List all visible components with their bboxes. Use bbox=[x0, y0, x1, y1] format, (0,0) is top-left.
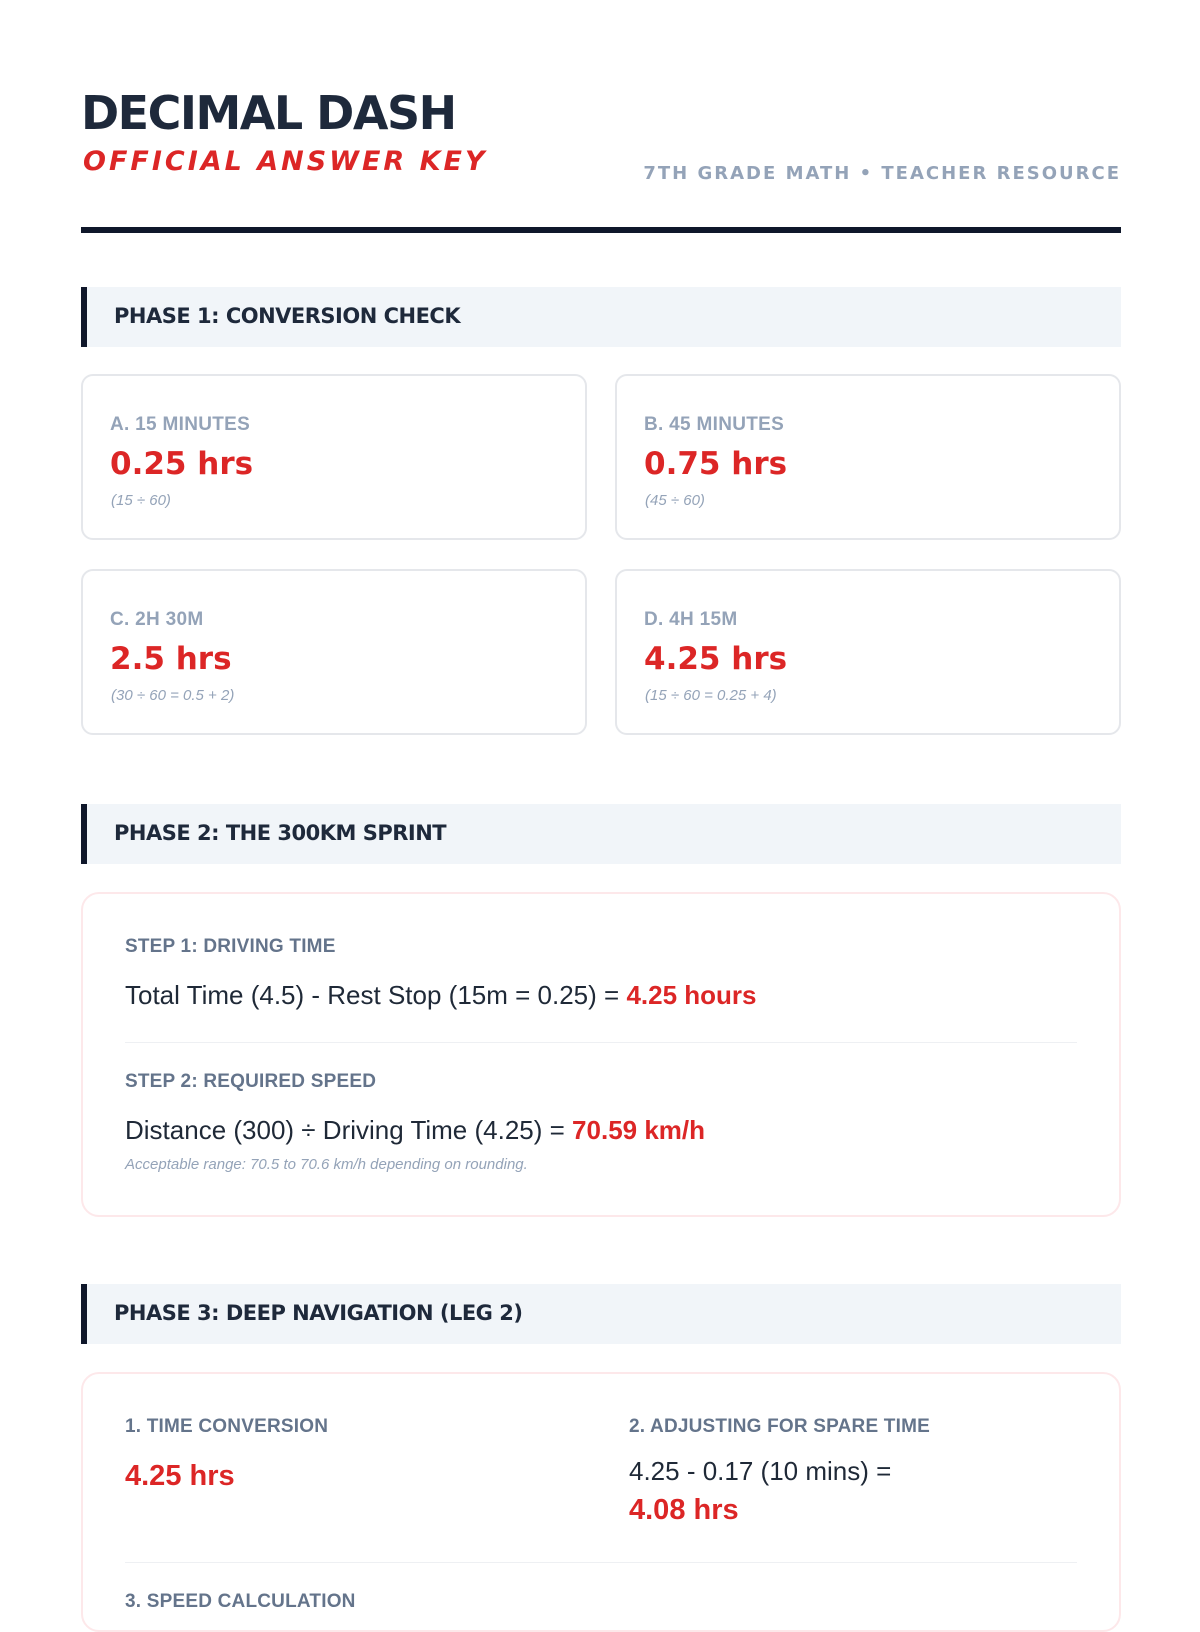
card-label: B. 45 MINUTES bbox=[644, 414, 785, 435]
phase2-solution-box bbox=[81, 892, 1121, 1217]
card-work: (30 ÷ 60 = 0.5 + 2) bbox=[111, 687, 235, 704]
step2-label: STEP 2: REQUIRED SPEED bbox=[125, 1071, 377, 1092]
card-answer: 2.5 hrs bbox=[110, 641, 232, 677]
phase3-heading bbox=[81, 1284, 1121, 1344]
header-divider bbox=[81, 227, 1121, 233]
conversion-card-a bbox=[81, 374, 587, 540]
phase3-solution-box bbox=[81, 1372, 1121, 1632]
conversion-card-c bbox=[81, 569, 587, 735]
spare-time-result: 4.08 hrs bbox=[629, 1494, 739, 1526]
grade-resource-label: 7TH GRADE MATH • TEACHER RESOURCE bbox=[643, 163, 1121, 184]
step1-equation-text: Total Time (4.5) - Rest Stop (15m = 0.25) = bbox=[125, 980, 627, 1010]
card-answer: 0.25 hrs bbox=[110, 446, 254, 482]
step-divider bbox=[125, 1042, 1077, 1043]
header bbox=[81, 0, 1121, 235]
rounding-note: Acceptable range: 70.5 to 70.6 km/h depending on rounding. bbox=[125, 1156, 528, 1173]
speed-calc-label: 3. SPEED CALCULATION bbox=[125, 1591, 356, 1612]
step1-label: STEP 1: DRIVING TIME bbox=[125, 936, 336, 957]
answer-key-page bbox=[81, 0, 1121, 1612]
spare-time-equation: 4.25 - 0.17 (10 mins) = bbox=[629, 1456, 892, 1486]
step2-equation-text: Distance (300) ÷ Driving Time (4.25) = bbox=[125, 1115, 573, 1145]
card-answer: 0.75 hrs bbox=[644, 446, 788, 482]
card-work: (15 ÷ 60) bbox=[111, 492, 171, 509]
conversion-card-d bbox=[615, 569, 1121, 735]
step1-equation bbox=[125, 980, 757, 1011]
step-divider bbox=[125, 1562, 1077, 1563]
phase2-heading-text: PHASE 2: THE 300KM SPRINT bbox=[114, 821, 447, 845]
phase2-heading bbox=[81, 804, 1121, 864]
page-title: DECIMAL DASH bbox=[81, 86, 456, 140]
step2-result: 70.59 km/h bbox=[572, 1115, 706, 1145]
phase1-heading bbox=[81, 287, 1121, 347]
step1-result: 4.25 hours bbox=[626, 980, 757, 1010]
time-conversion-label: 1. TIME CONVERSION bbox=[125, 1416, 329, 1437]
spare-time-label: 2. ADJUSTING FOR SPARE TIME bbox=[629, 1416, 930, 1437]
phase3-heading-text: PHASE 3: DEEP NAVIGATION (LEG 2) bbox=[114, 1301, 523, 1325]
step2-equation bbox=[125, 1115, 705, 1146]
page-subtitle: OFFICIAL ANSWER KEY bbox=[83, 146, 488, 177]
card-answer: 4.25 hrs bbox=[644, 641, 788, 677]
card-label: A. 15 MINUTES bbox=[110, 414, 251, 435]
card-label: D. 4H 15M bbox=[644, 609, 738, 630]
phase1-heading-text: PHASE 1: CONVERSION CHECK bbox=[114, 304, 461, 328]
card-label: C. 2H 30M bbox=[110, 609, 204, 630]
conversion-card-b bbox=[615, 374, 1121, 540]
card-work: (45 ÷ 60) bbox=[645, 492, 705, 509]
card-work: (15 ÷ 60 = 0.25 + 4) bbox=[645, 687, 777, 704]
time-conversion-result: 4.25 hrs bbox=[125, 1460, 235, 1492]
